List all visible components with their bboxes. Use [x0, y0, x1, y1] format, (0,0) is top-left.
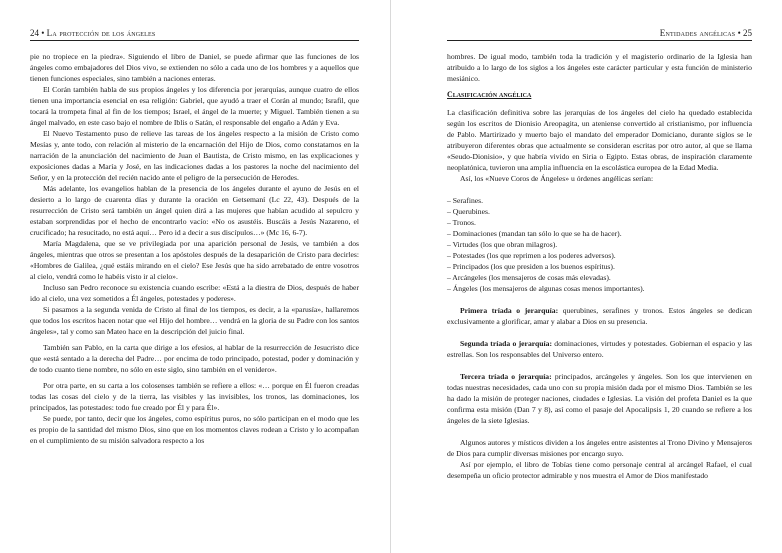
header-separator: • [737, 28, 741, 38]
triad-paragraph [447, 338, 752, 360]
triad-label: Segunda tríada o jerarquía: [460, 339, 553, 348]
paragraph: María Magdalena, que se ve privilegiada por una aparición personal de Jesús, ve también a dos ángeles, mientras que otros se presentan a los apóstoles después de la desaparición de Cristo para decirles: «Hombres de Galilea, ¿qué estáis mirando en el cielo? Ese Jesús que ha sido arrebatado de entre vosotros al cielo, vendrá como le habéis visto ir al cielo». [30, 239, 359, 281]
paragraph: Si pasamos a la segunda venida de Cristo al final de los tiempos, es decir, a la «parusía», hallaremos que todos los escritos hacen notar que «el Hijo del hombre… vendrá en la gloria de su Padre con los santos ángeles», tal y como san Mateo hace en la descripción del juicio final. [30, 305, 359, 336]
list-item: – Querubines. [447, 207, 490, 216]
list-item: – Potestades (los que reprimen a los poderes adversos). [447, 251, 616, 260]
choirs-intro: Así, los «Nueve Coros de Ángeles» u órdenes angélicas serían: [460, 174, 654, 183]
paragraph: Se puede, por tanto, decir que los ángeles, como espíritus puros, no sólo participan en el modo que les es propio de la santidad del mismo Dios, sino que en los momentos claves rodean a Cristo y lo acompañan en el cumplimiento de su misión salvadora respecto a los [30, 414, 359, 445]
left-running-title: La protección de los ángeles [46, 28, 156, 38]
paragraph: Más adelante, los evangelios hablan de la presencia de los ángeles durante el ayuno de Jesús en el desierto a lo largo de cuarenta días y durante la oración en Getsemaní (Lc 22, 43). Después de la resurrección de Cristo será también un ángel quien dirá a las mujeres que habían acudido al sepulcro y estaban sorprendidas por el hecho de encontrarlo vacío: «No os asustéis. Buscáis a Jesús Nazareno, el crucificado; ha resucitado, no está aquí… Pero id a decir a sus discípulos…» (Mc 16, 6-7). [30, 184, 359, 237]
header-separator: • [41, 28, 45, 38]
left-page-number: 24 [30, 28, 39, 38]
right-page-number: 25 [743, 28, 752, 38]
triad-label: Tercera tríada o jerarquía: [460, 372, 552, 381]
triad-text: querubines, serafines y tronos. Estos ángeles se dedican exclusivamente a glorificar, amar y alabar a Dios en su presencia. [447, 306, 752, 326]
triad-text: dominaciones, virtudes y potestades. Gobiernan el espacio y las estrellas. Son los responsables del Universo entero. [447, 339, 752, 359]
list-item: – Virtudes (los que obran milagros). [447, 240, 558, 249]
list-item: – Dominaciones (mandan tan sólo lo que se ha de hacer). [447, 229, 622, 238]
paragraph: pie no tropiece en la piedra». Siguiendo el libro de Daniel, se puede afirmar que las funciones de los ángeles como embajadores del Dios vivo, se extienden no sólo a cada uno de los hombres y a aquellos que tienen funciones especiales, sino también a naciones enteras. [30, 52, 359, 83]
right-running-header [447, 27, 752, 41]
paragraph: Algunos autores y místicos dividen a los ángeles entre asistentes al Trono Divino y Mensajeros de Dios para cumplir diversas misiones por encargo suyo. [447, 438, 752, 458]
right-page [391, 0, 782, 553]
list-item: – Principados (los que presiden a los buenos espíritus). [447, 262, 615, 271]
paragraph: hombres. De igual modo, también toda la tradición y el magisterio ordinario de la Iglesia han atribuido a lo largo de los siglos a los ángeles este carácter particular y esta función de ministerio mesiánico. [447, 52, 752, 83]
triad-label: Primera tríada o jerarquía: [460, 306, 559, 315]
paragraph: Por otra parte, en su carta a los colosenses también se refiere a ellos: «… porque en Él fueron creadas todas las cosas del cielo y de la tierra, las visibles y las invisibles, los tronos, las dominaciones, los principados, las potestades: todo fue creado por Él y para Él». [30, 381, 359, 412]
paragraph: Incluso san Pedro reconoce su existencia cuando escribe: «Está a la diestra de Dios, después de haber ido al cielo, una vez sometidos a Él ángeles, potestades y poderes». [30, 283, 359, 303]
paragraph: Así por ejemplo, el libro de Tobías tiene como personaje central al arcángel Rafael, el cual desempeña un oficio protector admirable y nos muestra el Amor de Dios manifestado [447, 460, 752, 480]
triad-paragraph [447, 305, 752, 327]
list-item: – Tronos. [447, 218, 476, 227]
paragraph: El Corán también habla de sus propios ángeles y los diferencia por jerarquías, aunque cuatro de ellos tienen una importancia esencial en esa religión: Gabriel, que ayudó a traer el Corán al mundo; Israfil, que tocará la trompeta final al fin de los tiempos; Israel, el ángel de la muerte; y Miguel. También tienen a su ángel malvado, en este caso bajo el nombre de Iblis o Satán, el responsable del engaño a Adán y Eva. [30, 85, 359, 127]
section-title: Clasificación angélica [447, 90, 532, 99]
list-item: – Ángeles (los mensajeros de algunas cosas menos importantes). [447, 284, 645, 293]
paragraph: También san Pablo, en la carta que dirige a los efesios, al hablar de la resurrección de Jesucristo dice que «está sentado a la derecha del Padre… por encima de todo principado, potestad, poder y dominación y de todo cuanto tiene nombre, no sólo en este siglo, sino también en el venidero». [30, 343, 359, 374]
list-item: – Arcángeles (los mensajeros de cosas más elevadas). [447, 273, 611, 282]
triad-paragraph [447, 371, 752, 426]
triad-text: principados, arcángeles y ángeles. Son los que intervienen en todas nuestras necesidades, cada uno con su propia misión dada por el mismo Dios. También se les ha dado la misión de proteger naciones, ciudades e Iglesias. La visión del profeta Daniel es la que confirma esta misión (Dan 7 y 8), así como el pasaje del Apocalipsis 1, 20 cuando se refiere a los ángeles de la siete Iglesias. [447, 372, 753, 425]
paragraph: La clasificación definitiva sobre las jerarquías de los ángeles del cielo ha quedado establecida según los escritos de Dionisio Areopagita, un ateniense convertido al cristianismo, por influencia de Pablo. Martirizado y muerto bajo el mandato del emperador Domiciano, durante siglos se le atribuyeron diferentes obras que actualmente se consideran escritas por otro autor, al que se llama «Seudo-Dionisio», y que habría vivido en Siria o Egipto. Estas obras, de inspiración claramente neoplatónica, tuvieron una amplia influencia en la escolástica europea de la Edad Media. [447, 108, 752, 172]
list-item: – Serafines. [447, 196, 484, 205]
angel-choirs-list [447, 195, 752, 294]
right-running-title: Entidades angélicas [659, 28, 736, 38]
paragraph: El Nuevo Testamento puso de relieve las tareas de los ángeles respecto a la misión de Cristo como Mesías y, ante todo, con relación al misterio de la encarnación del Hijo de Dios, como constatamos en la narración de la anunciación del nacimiento de Juan el Bautista, de Cristo mismo, en las explicaciones y exposiciones dadas a María y José, en las indicaciones dadas a los pastores la noche del nacimiento del Señor, y en la protección del recién nacido ante el peligro de la persecución de Herodes. [30, 129, 359, 182]
left-running-header [30, 27, 359, 41]
